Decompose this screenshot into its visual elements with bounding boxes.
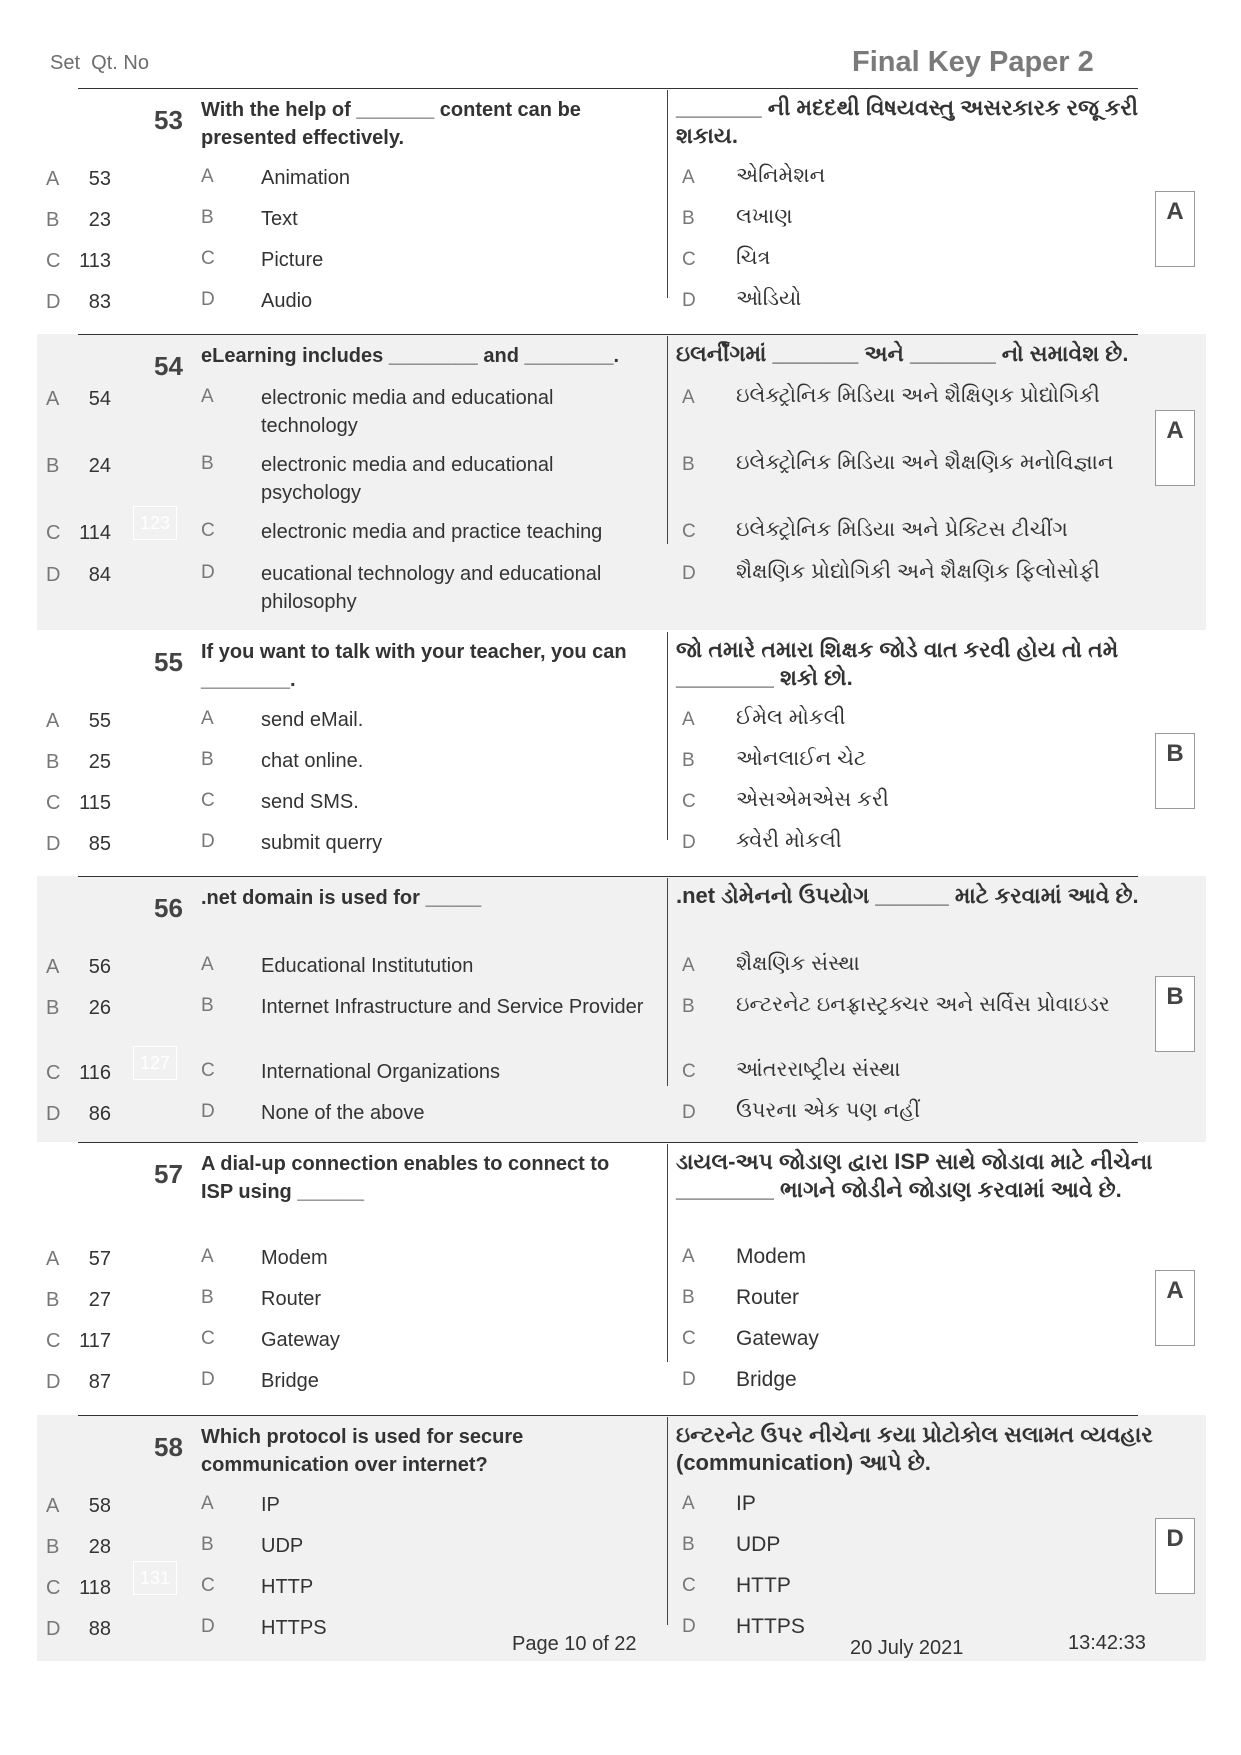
option-text-gu: ઇલેક્ટ્રોનિક મિડિયા અને પ્રેક્ટિસ ટીચીંગ — [736, 518, 1068, 541]
option-letter-en: D — [201, 1616, 215, 1637]
qt-no-label: Qt. No — [91, 52, 149, 74]
set-letter: B — [46, 1536, 60, 1558]
option-letter-en: B — [201, 1534, 214, 1555]
set-question-number: 85 — [88, 833, 111, 855]
option-text-gu: એસએમએસ કરી — [736, 788, 889, 811]
column-divider — [667, 336, 668, 544]
question-text-en: If you want to talk with your teacher, you can ________. — [201, 641, 627, 691]
answer-box — [1155, 191, 1195, 267]
set-letter: B — [46, 751, 60, 773]
set-question-number: 28 — [88, 1536, 111, 1558]
answer-box — [1155, 1518, 1195, 1594]
question-divider — [78, 1415, 1138, 1416]
option-text-en: Gateway — [261, 1329, 340, 1351]
option-letter-en: B — [201, 749, 214, 770]
option-text-gu: ચિત્ર — [736, 246, 771, 269]
option-letter-en: D — [201, 831, 215, 852]
option-text-en: Router — [261, 1288, 322, 1310]
answer-box — [1155, 1270, 1195, 1346]
option-text-en: International Organizations — [261, 1061, 501, 1083]
option-letter-gu: D — [682, 1102, 696, 1123]
option-letter-gu: D — [682, 290, 696, 311]
option-text-gu: IP — [736, 1492, 756, 1515]
option-text-gu: Gateway — [736, 1327, 819, 1350]
question-number: 55 — [154, 647, 183, 677]
set-question-number: 118 — [79, 1577, 111, 1599]
option-letter-en: D — [201, 289, 215, 310]
set-question-number: 57 — [88, 1248, 111, 1270]
set-question-number: 88 — [88, 1618, 111, 1640]
option-text-en: electronic media and educational technology — [261, 387, 554, 437]
question-text-en: .net domain is used for _____ — [201, 887, 482, 909]
set-letter: B — [46, 1289, 60, 1311]
column-divider — [667, 1144, 668, 1362]
column-divider — [667, 878, 668, 1086]
option-letter-en: B — [201, 995, 214, 1016]
question-text-en: A dial-up connection enables to connect to ISP using ______ — [201, 1153, 610, 1203]
option-text-en: send SMS. — [261, 791, 359, 813]
option-text-gu: HTTP — [736, 1574, 791, 1597]
option-letter-en: D — [201, 562, 215, 583]
set-question-number: 24 — [88, 455, 111, 477]
ghost-number: 123 — [133, 506, 177, 540]
set-question-number: 86 — [88, 1103, 111, 1125]
option-text-gu: એનિમેશન — [736, 164, 826, 187]
question-text-gu: _______ ની મદદથી વિષયવસ્તુ અસરકારક રજૂ કરી શકાય. — [676, 95, 1139, 148]
option-letter-gu: A — [682, 1246, 695, 1267]
set-letter: C — [46, 250, 61, 272]
set-question-number: 87 — [88, 1371, 111, 1393]
answer-key: A — [1166, 198, 1184, 225]
set-letter: D — [46, 1371, 61, 1393]
ghost-number: 127 — [133, 1046, 177, 1080]
question-text-en: Which protocol is used for secure communication over internet? — [201, 1426, 524, 1476]
set-label: Set — [50, 52, 81, 74]
option-letter-en: B — [201, 207, 214, 228]
option-text-en: electronic media and practice teaching — [261, 521, 603, 543]
set-letter: A — [46, 388, 60, 410]
option-text-gu: Bridge — [736, 1368, 797, 1391]
option-text-en: Educational Institutution — [261, 955, 474, 977]
option-letter-gu: B — [682, 1534, 695, 1555]
option-letter-gu: B — [682, 1287, 695, 1308]
option-letter-gu: C — [682, 1061, 696, 1082]
option-text-en: Picture — [261, 249, 324, 271]
question-number: 57 — [154, 1159, 183, 1189]
option-letter-gu: A — [682, 709, 695, 730]
option-text-en: IP — [261, 1494, 280, 1516]
set-letter: C — [46, 792, 61, 814]
set-letter: D — [46, 564, 61, 586]
answer-key: B — [1166, 983, 1184, 1010]
question-text-en: eLearning includes ________ and ________. — [201, 345, 620, 367]
option-letter-en: C — [201, 1328, 215, 1349]
option-text-en: submit querry — [261, 832, 383, 854]
option-letter-en: C — [201, 790, 215, 811]
option-text-gu: ઓડિયો — [736, 287, 802, 310]
option-letter-en: A — [201, 1493, 214, 1514]
option-text-gu: શૈક્ષણિક પ્રોદ્યોગિકી અને શૈક્ષણિક ફિલોસોફી — [736, 560, 1100, 583]
set-question-number: 25 — [88, 751, 111, 773]
question-block-58 — [37, 1415, 1206, 1661]
set-question-number: 83 — [88, 291, 111, 313]
option-letter-en: C — [201, 1060, 215, 1081]
set-question-number: 26 — [88, 997, 111, 1019]
set-letter: B — [46, 997, 60, 1019]
set-question-number: 58 — [88, 1495, 111, 1517]
option-text-en: None of the above — [261, 1102, 425, 1124]
question-block-54 — [37, 334, 1206, 630]
page-number: Page 10 of 22 — [512, 1633, 637, 1655]
option-text-en: Bridge — [261, 1370, 319, 1392]
option-letter-en: A — [201, 386, 214, 407]
option-text-gu: ઇન્ટરનેટ ઇનફ્રાસ્ટ્રક્ચર અને સર્વિસ પ્રોવાઇડર — [736, 993, 1110, 1016]
option-text-en: UDP — [261, 1535, 304, 1557]
set-question-number: 113 — [79, 250, 111, 272]
answer-box — [1155, 410, 1195, 486]
option-letter-gu: B — [682, 208, 695, 229]
set-letter: D — [46, 291, 61, 313]
option-letter-gu: C — [682, 249, 696, 270]
option-letter-gu: D — [682, 563, 696, 584]
option-letter-gu: C — [682, 1328, 696, 1349]
option-letter-gu: B — [682, 996, 695, 1017]
set-question-number: 84 — [88, 564, 111, 586]
question-block-53 — [37, 88, 1206, 334]
question-divider — [78, 334, 1138, 335]
option-text-en: Internet Infrastructure and Service Provider — [261, 996, 644, 1018]
set-question-number: 115 — [79, 792, 111, 814]
option-text-gu: શૈક્ષણિક સંસ્થા — [736, 952, 860, 975]
set-letter: D — [46, 833, 61, 855]
option-letter-en: B — [201, 453, 214, 474]
question-text-gu: ઇલર્નીંગમાં _______ અને _______ નો સમાવેશ છે. — [676, 341, 1129, 366]
set-letter: B — [46, 455, 60, 477]
option-text-gu: ઇલેક્ટ્રોનિક મિડિયા અને શૈક્ષિણક પ્રોદ્યોગિકી — [736, 384, 1100, 407]
set-question-number: 114 — [79, 522, 111, 544]
option-letter-gu: C — [682, 521, 696, 542]
option-text-gu: ઉપરના એક પણ નહીં — [736, 1099, 921, 1122]
option-text-en: HTTPS — [261, 1617, 327, 1639]
option-text-gu: Router — [736, 1286, 800, 1309]
option-text-gu: આંતરરાષ્ટ્રીય સંસ્થા — [736, 1058, 901, 1081]
option-letter-en: A — [201, 708, 214, 729]
footer-date: 20 July 2021 — [850, 1637, 964, 1659]
set-question-number: 53 — [88, 168, 111, 190]
set-letter: A — [46, 956, 60, 978]
option-letter-gu: D — [682, 1369, 696, 1390]
answer-key: B — [1166, 740, 1184, 767]
question-text-gu: .net ડોમેનનો ઉપયોગ ______ માટે કરવામાં આવે છે. — [676, 883, 1139, 908]
option-letter-gu: B — [682, 454, 695, 475]
set-letter: C — [46, 522, 61, 544]
option-letter-en: A — [201, 1246, 214, 1267]
column-divider — [667, 632, 668, 840]
option-text-gu: Modem — [736, 1245, 807, 1268]
set-letter: A — [46, 1248, 60, 1270]
question-text-en: With the help of _______ content can be presented effectively. — [201, 99, 581, 149]
set-question-number: 27 — [88, 1289, 111, 1311]
question-number: 54 — [154, 351, 183, 381]
answer-key: A — [1166, 417, 1184, 444]
question-block-55 — [37, 630, 1206, 876]
set-letter: A — [46, 1495, 60, 1517]
option-text-gu: ક્વેરી મોકલી — [736, 829, 842, 852]
ghost-number: 131 — [133, 1561, 177, 1595]
option-letter-gu: A — [682, 955, 695, 976]
question-text-gu: ઇન્ટરનેટ ઉપર નીચેના કયા પ્રોટોકોલ સલામત વ્યવહાર (communication) આપે છે. — [676, 1422, 1153, 1475]
set-question-number: 117 — [79, 1330, 111, 1352]
option-letter-en: D — [201, 1369, 215, 1390]
option-text-en: Text — [261, 208, 298, 230]
option-text-en: Audio — [261, 290, 313, 312]
set-qt-header — [50, 52, 149, 75]
option-letter-en: D — [201, 1101, 215, 1122]
question-divider — [78, 876, 1138, 877]
option-text-gu: ઈમેલ મોકલી — [736, 706, 846, 729]
question-block-56 — [37, 876, 1206, 1142]
option-text-en: send eMail. — [261, 709, 364, 731]
option-letter-gu: C — [682, 791, 696, 812]
set-question-number: 23 — [88, 209, 111, 231]
set-letter: C — [46, 1330, 61, 1352]
question-divider — [78, 1142, 1138, 1143]
set-letter: B — [46, 209, 60, 231]
column-divider — [667, 90, 668, 298]
option-text-en: eucational technology and educational philosophy — [261, 563, 602, 613]
footer-time: 13:42:33 — [1068, 1632, 1146, 1654]
option-letter-en: C — [201, 248, 215, 269]
option-text-en: Modem — [261, 1247, 328, 1269]
option-letter-gu: A — [682, 167, 695, 188]
column-divider — [667, 1417, 668, 1625]
set-letter: D — [46, 1618, 61, 1640]
option-letter-gu: A — [682, 1493, 695, 1514]
option-letter-gu: A — [682, 387, 695, 408]
set-letter: C — [46, 1577, 61, 1599]
option-text-gu: લખાણ — [736, 205, 793, 228]
question-number: 56 — [154, 893, 183, 923]
set-question-number: 54 — [88, 388, 111, 410]
answer-box — [1155, 733, 1195, 809]
option-letter-gu: B — [682, 750, 695, 771]
option-letter-en: A — [201, 954, 214, 975]
set-question-number: 116 — [79, 1062, 111, 1084]
page-title: Final Key Paper 2 — [852, 46, 1094, 78]
option-letter-gu: D — [682, 1616, 696, 1637]
option-text-gu: UDP — [736, 1533, 781, 1556]
question-text-gu: ડાયલ-અપ જોડાણ દ્વારા ISP સાથે જોડાવા માટે નીચેના ________ ભાગને જોડીને જોડાણ કરવામાં આવે છે. — [676, 1149, 1153, 1202]
set-letter: A — [46, 168, 60, 190]
question-text-gu: જો તમારે તમારા શિક્ષક જોડે વાત કરવી હોય તો તમે ________ શકો છો. — [676, 637, 1119, 690]
set-letter: C — [46, 1062, 61, 1084]
option-letter-gu: C — [682, 1575, 696, 1596]
set-letter: D — [46, 1103, 61, 1125]
option-letter-en: C — [201, 520, 215, 541]
question-number: 58 — [154, 1432, 183, 1462]
answer-box — [1155, 976, 1195, 1052]
question-number: 53 — [154, 105, 183, 135]
answer-key: A — [1166, 1277, 1184, 1304]
option-letter-gu: D — [682, 832, 696, 853]
answer-key: D — [1166, 1525, 1184, 1552]
option-letter-en: C — [201, 1575, 215, 1596]
option-text-gu: ઓનલાઈન ચેટ — [736, 747, 867, 770]
option-text-gu: ઇલેક્ટ્રોનિક મિડિયા અને શૈક્ષણિક મનોવિજ્ઞાન — [736, 451, 1114, 474]
option-text-en: chat online. — [261, 750, 364, 772]
option-letter-en: A — [201, 166, 214, 187]
option-text-gu: HTTPS — [736, 1615, 805, 1638]
question-block-57 — [37, 1142, 1206, 1415]
option-text-en: electronic media and educational psychology — [261, 454, 554, 504]
set-letter: A — [46, 710, 60, 732]
option-text-en: Animation — [261, 167, 350, 189]
set-question-number: 55 — [88, 710, 111, 732]
option-letter-en: B — [201, 1287, 214, 1308]
set-question-number: 56 — [88, 956, 111, 978]
option-text-en: HTTP — [261, 1576, 314, 1598]
